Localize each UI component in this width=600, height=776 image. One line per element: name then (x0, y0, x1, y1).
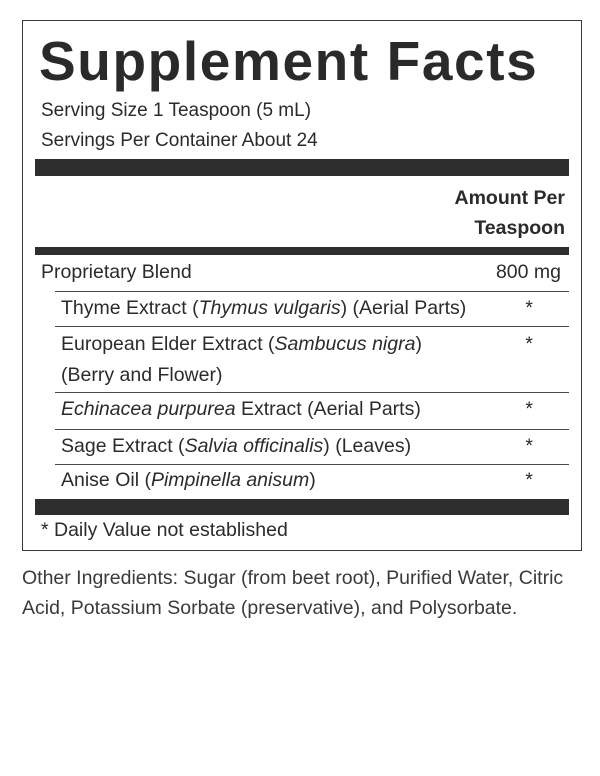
ingredient-name: Thyme Extract (Thymus vulgaris) (Aerial Parts) (61, 297, 467, 319)
ingredient-row (35, 329, 569, 393)
ingredient-name: Sage Extract (Salvia officinalis) (Leaves) (61, 435, 412, 457)
servings-per-container: Servings Per Container About 24 (41, 130, 318, 151)
blend-row (35, 257, 569, 289)
ingredient-row (35, 293, 569, 325)
row-divider (55, 392, 569, 393)
blend-name: Proprietary Blend (41, 261, 192, 283)
ingredient-name: Echinacea purpurea Extract (Aerial Parts) (61, 398, 421, 420)
other-ingredients: Other Ingredients: Sugar (from beet root), Purified Water, Citric Acid, Potassium Sorbate (preservative), and Polysorbate. (22, 567, 564, 619)
medium-divider (35, 247, 569, 255)
ingredient-name: European Elder Extract (Sambucus nigra) (61, 333, 422, 355)
serving-size: Serving Size 1 Teaspoon (5 mL) (41, 100, 312, 121)
row-divider (55, 429, 569, 430)
daily-value-marker: * (525, 435, 533, 457)
daily-value-marker: * (525, 297, 533, 319)
daily-value-marker: * (525, 333, 533, 355)
row-divider (55, 326, 569, 327)
supplement-facts-panel (22, 20, 582, 551)
daily-value-marker: * (525, 469, 533, 491)
thick-divider-bottom (35, 499, 569, 515)
daily-value-marker: * (525, 398, 533, 420)
ingredient-name-line2: (Berry and Flower) (61, 364, 223, 386)
ingredient-row (35, 465, 569, 497)
ingredient-row (35, 431, 569, 463)
row-divider (55, 291, 569, 292)
amount-per-header (365, 183, 565, 243)
amount-header-line2: Teaspoon (474, 217, 565, 239)
blend-amount: 800 mg (495, 261, 561, 283)
ingredient-name: Anise Oil (Pimpinella anisum) (61, 469, 316, 491)
ingredient-row (35, 394, 569, 426)
panel-title: Supplement Facts (39, 30, 539, 92)
thick-divider-top (35, 159, 569, 176)
footnote: * Daily Value not established (41, 519, 288, 541)
amount-header-line1: Amount Per (454, 187, 565, 209)
